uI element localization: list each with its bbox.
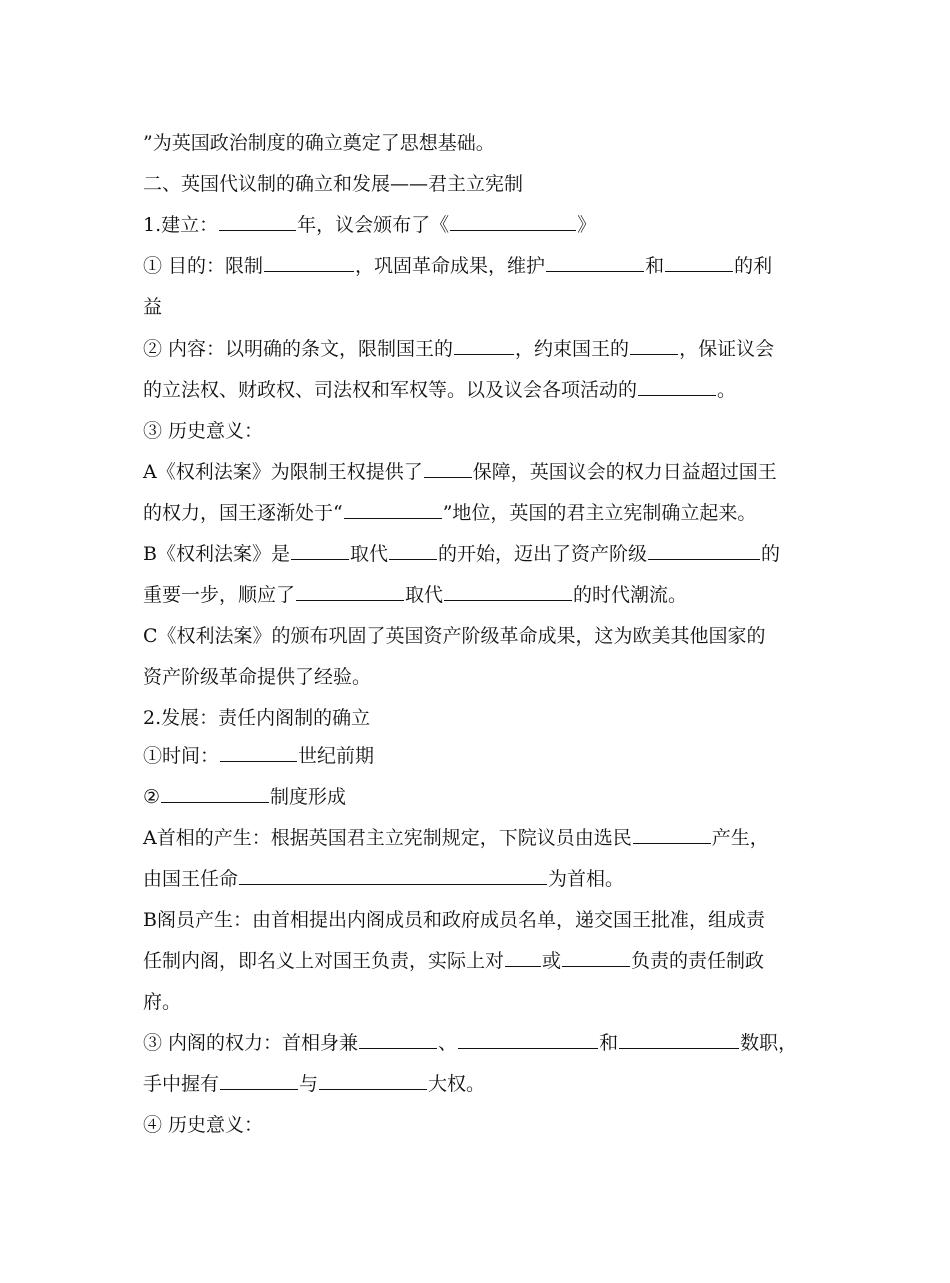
line-15: 2.发展：责任内阁制的确立 <box>143 707 371 729</box>
line-11: B《权利法案》是 取代 的开始，迈出了资产阶级 的 <box>143 543 781 565</box>
line-5: 益 <box>143 296 163 318</box>
blank[interactable] <box>239 866 547 885</box>
blank[interactable] <box>633 825 711 844</box>
blank[interactable] <box>344 500 442 519</box>
line-6: ② 内容：以明确的条文，限制国王的 ，约束国王的 ，保证议会 <box>143 338 775 360</box>
blank[interactable] <box>389 541 437 560</box>
blank[interactable] <box>454 336 514 355</box>
line-25: ④ 历史意义： <box>143 1114 264 1136</box>
line-4: ① 目的：限制 ，巩固革命成果，维护 和 的利 <box>143 255 773 277</box>
line-7: 的立法权、财政权、司法权和军权等。以及议会各项活动的 。 <box>143 379 737 401</box>
line-21: 任制内阁，即名义上对国王负责，实际上对 或 负责的责任制政 <box>143 950 765 972</box>
blank-document-name[interactable] <box>450 212 576 231</box>
line-18: A首相的产生：根据英国君主立宪制规定，下院议员由选民 产生， <box>143 827 769 849</box>
blank[interactable] <box>619 1030 739 1049</box>
line-13: C《权利法案》的颁布巩固了英国资产阶级革命成果，这为欧美其他国家的 <box>143 625 766 647</box>
section-heading: 二、英国代议制的确立和发展——君主立宪制 <box>143 173 524 195</box>
line-8: ③ 历史意义： <box>143 420 264 442</box>
line-3: 1.建立： 年，议会颁布了《 》 <box>143 214 597 236</box>
line-24: 手中握有 与 大权。 <box>143 1073 486 1095</box>
blank[interactable] <box>562 948 630 967</box>
line-23: ③ 内阁的权力：首相身兼 、 和 数职， <box>143 1032 798 1054</box>
blank[interactable] <box>161 784 269 803</box>
line-19: 由国王任命 为首相。 <box>143 868 625 890</box>
blank[interactable] <box>359 1030 437 1049</box>
line-17: ② 制度形成 <box>143 786 347 808</box>
blank[interactable] <box>319 1071 427 1090</box>
blank[interactable] <box>630 336 678 355</box>
line-22: 府。 <box>143 991 182 1013</box>
blank[interactable] <box>291 541 349 560</box>
blank[interactable] <box>638 377 716 396</box>
line-12: 重要一步，顺应了 取代 的时代潮流。 <box>143 584 688 606</box>
line-14: 资产阶级革命提供了经验。 <box>143 666 372 688</box>
blank[interactable] <box>648 541 760 560</box>
blank[interactable] <box>505 948 541 967</box>
line-20: B阁员产生：由首相提出内阁成员和政府成员名单，递交国王批准，组成责 <box>143 909 765 931</box>
blank[interactable] <box>424 459 472 478</box>
blank[interactable] <box>220 1071 298 1090</box>
line-16: ①时间： 世纪前期 <box>143 745 375 767</box>
blank[interactable] <box>458 1030 598 1049</box>
blank[interactable] <box>264 253 354 272</box>
blank[interactable] <box>220 743 297 762</box>
blank[interactable] <box>665 253 733 272</box>
line-10: 的权力，国王逐渐处于“ ”地位，英国的君主立宪制确立起来。 <box>143 502 757 524</box>
blank[interactable] <box>444 582 572 601</box>
blank-year[interactable] <box>219 212 296 231</box>
line-9: A《权利法案》为限制王权提供了 保障，英国议会的权力日益超过国王 <box>143 461 777 483</box>
line-1: ”为英国政治制度的确立奠定了思想基础。 <box>143 132 495 154</box>
blank[interactable] <box>546 253 644 272</box>
blank[interactable] <box>296 582 404 601</box>
